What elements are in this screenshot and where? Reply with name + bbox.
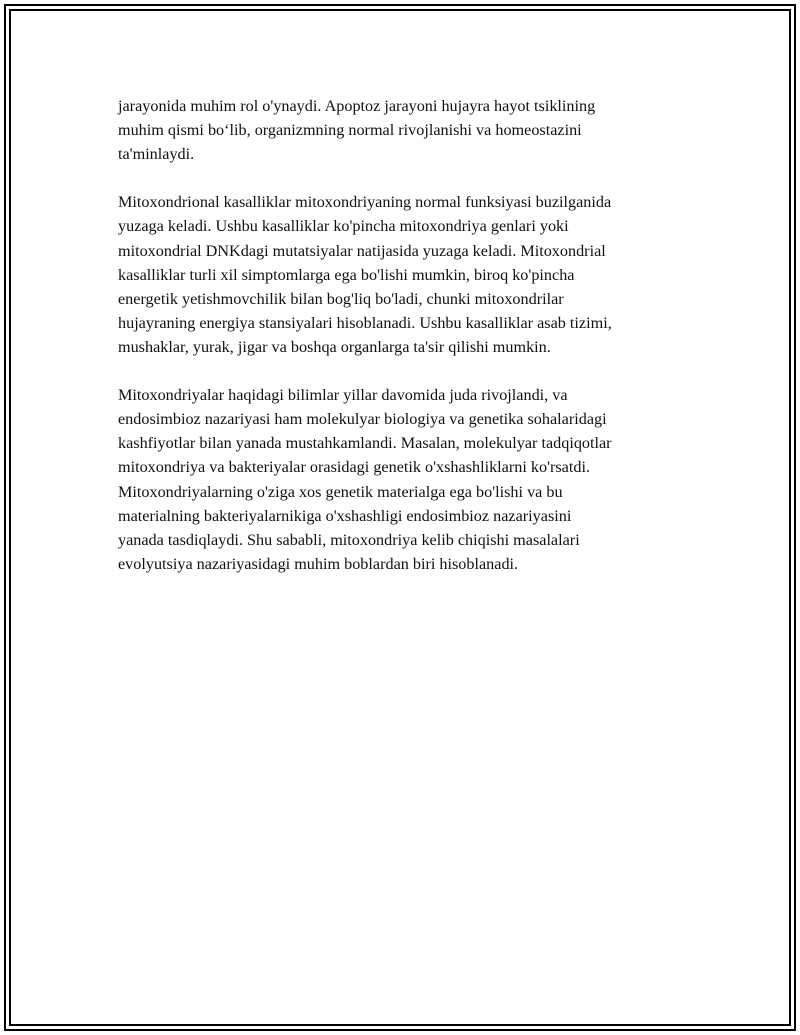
- paragraph-apoptosis: jarayonida muhim rol o'ynaydi. Apoptoz jarayoni hujayra hayot tsiklining muhim qismi bo‘lib, organizmning normal rivojlanishi va homeostazini ta'minlaydi.: [118, 97, 596, 164]
- paragraph-endosymbiosis: Mitoxondriyalar haqidagi bilimlar yillar davomida juda rivojlandi, va endosimbioz nazariyasi ham molekulyar biologiya va genetika sohalaridagi kashfiyotlar bilan yanada mustahkamlandi. Masalan, molekulyar tadqiqotlar mitoxondriya va bakteriyalar orasidagi genetik o'xshashliklarni ko'rsatdi. Mitoxondriyalarning o'ziga xos genetik materialga ega bo'lishi va bu materialning bakteriyalarnikiga o'xshashligi endosimbioz nazariyasini yanada tasdiqlaydi. Shu sababli, mitoxondriya kelib chiqishi masalalari evolyutsiya nazariyasidagi muhim boblardan biri hisoblanadi.: [118, 386, 612, 573]
- document-body: [118, 94, 698, 600]
- paragraph-mitochondrial-diseases: Mitoxondrional kasalliklar mitoxondriyaning normal funksiyasi buzilganida yuzaga keladi. Ushbu kasalliklar ko'pincha mitoxondriya genlari yoki mitoxondrial DNKdagi mutatsiyalar natijasida yuzaga keladi. Mitoxondrial kasalliklar turli xil simptomlarga ega bo'lishi mumkin, biroq ko'pincha energetik yetishmovchilik bilan bog'liq bo'ladi, chunki mitoxondrilar hujayraning energiya stansiyalari hisoblanadi. Ushbu kasalliklar asab tizimi, mushaklar, yurak, jigar va boshqa organlarga ta'sir qilishi mumkin.: [118, 193, 612, 356]
